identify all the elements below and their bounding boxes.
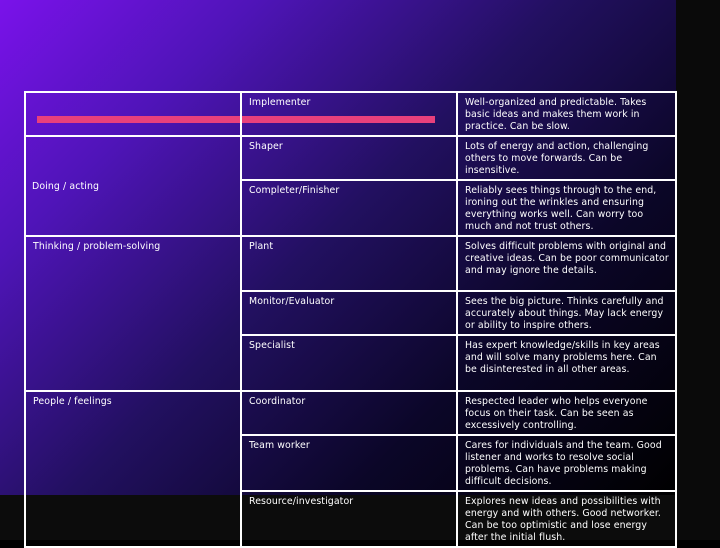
role-description: Sees the big picture. Thinks carefully and accurately about things. May lack energy or ability to inspire others. — [457, 291, 676, 335]
group-cell-blank — [25, 92, 241, 136]
role-description: Reliably sees things through to the end, ironing out the wrinkles and ensuring everything works well. Can worry too much and not trust others. — [457, 180, 676, 236]
role-description: Explores new ideas and possibilities with energy and with others. Good networker. Can be too optimistic and lose energy after the initial flush. — [457, 491, 676, 547]
role-description: Lots of energy and action, challenging others to move forwards. Can be insensitive. — [457, 136, 676, 180]
table-row — [25, 391, 676, 435]
table-row — [25, 236, 676, 291]
group-doing-acting: Doing / acting — [25, 136, 241, 236]
group-thinking-problem-solving: Thinking / problem-solving — [25, 236, 241, 391]
role-name: Implementer — [241, 92, 457, 136]
role-description: Solves difficult problems with original and creative ideas. Can be poor communicator and may ignore the details. — [457, 236, 676, 291]
role-name: Specialist — [241, 335, 457, 391]
right-margin-strip — [676, 0, 720, 540]
role-name: Team worker — [241, 435, 457, 491]
role-name: Coordinator — [241, 391, 457, 435]
role-name: Completer/Finisher — [241, 180, 457, 236]
role-description: Well-organized and predictable. Takes basic ideas and makes them work in practice. Can be slow. — [457, 92, 676, 136]
table-row — [25, 92, 676, 136]
role-description: Cares for individuals and the team. Good listener and works to resolve social problems. Can have problems making difficult decisions. — [457, 435, 676, 491]
role-name: Plant — [241, 236, 457, 291]
role-description: Has expert knowledge/skills in key areas and will solve many problems here. Can be disinterested in all other areas. — [457, 335, 676, 391]
team-roles-table — [24, 91, 677, 548]
role-name: Monitor/Evaluator — [241, 291, 457, 335]
role-description: Respected leader who helps everyone focus on their task. Can be seen as excessively controlling. — [457, 391, 676, 435]
role-name: Shaper — [241, 136, 457, 180]
group-people-feelings: People / feelings — [25, 391, 241, 547]
table-row — [25, 136, 676, 180]
role-name: Resource/investigator — [241, 491, 457, 547]
